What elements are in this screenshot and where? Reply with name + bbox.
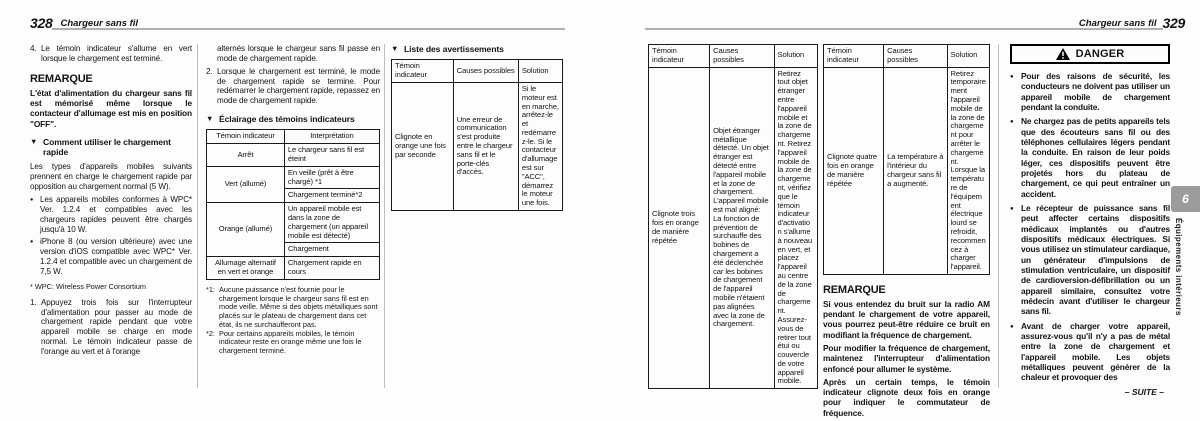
warning-table-three-blinks	[648, 44, 818, 389]
table-header: Solution	[947, 45, 989, 68]
interpretation-cell: Le chargeur sans fil est éteint	[284, 144, 379, 167]
table-header: Témoin indicateur	[824, 45, 884, 68]
bullet-item	[30, 195, 192, 234]
left-page-number: 328	[30, 15, 53, 31]
warning-table-four-blinks	[823, 44, 990, 275]
footnote-label: *1:	[206, 284, 215, 294]
table-row	[207, 144, 380, 167]
left-header-rule	[52, 19, 565, 30]
interpretation-cell: Chargement	[284, 243, 379, 257]
danger-bullet-text: Avant de charger votre appareil, assurez-vous qu'il n'y a pas de métal entre la zone de chargement et l'appareil mobile. Les objets métalliques peuvent générer de la chaleur et provoquer des	[1021, 320, 1170, 383]
chapter-label-container	[1174, 218, 1183, 348]
section-marker-icon: ▼	[30, 136, 38, 146]
left-page-header	[30, 15, 565, 30]
section-marker-icon: ▼	[391, 44, 399, 53]
danger-bullet-text: Le récepteur de puissance sans fil peut affecter certains dispositifs médicaux implantés ou d'autres dispositifs médicaux électriques. Si vous utilisez un stimulateur cardiaque, un générateur d'impulsions de stimulation ventriculaire, un dispositif de cardioversion-défibrillation ou un appareil similaire, consultez votre médecin avant d'utiliser le chargeur sans fil.	[1021, 202, 1170, 317]
section-title: Liste des avertissements	[404, 44, 504, 54]
warning-triangle-icon	[1056, 48, 1070, 60]
right-header-rule	[645, 19, 1163, 30]
right-page-number: 329	[1162, 15, 1185, 31]
table-footnote-2	[206, 330, 380, 356]
remarque-heading: REMARQUE	[30, 72, 93, 85]
indicator-lights-table	[206, 129, 380, 279]
section-title: Comment utiliser le chargement rapide	[43, 136, 171, 158]
item-text: Appuyez trois fois sur l'interrupteur d'alimentation pour passer au mode de chargement rapide pendant que votre appareil mobile se charge en mode normal. Le témoin indicateur passe de l'orange au vert et à l'orange	[41, 297, 192, 356]
right-column-1	[648, 44, 818, 389]
interpretation-cell: Un appareil mobile est dans la zone de chargement (un appareil mobile est détecté)	[284, 203, 379, 243]
right-running-title: Chargeur sans fil	[1078, 17, 1157, 29]
interpretation-cell: Chargement rapide en cours	[284, 257, 379, 280]
bullet-icon: ●	[30, 238, 34, 245]
table-header: Témoin indicateur	[207, 130, 285, 144]
left-running-title: Chargeur sans fil	[60, 17, 139, 29]
table-row	[824, 67, 990, 274]
indicator-cell: Clignote trois fois en orange de manière répétée	[649, 67, 710, 389]
table-header: Causes possibles	[453, 60, 518, 83]
danger-header	[1010, 44, 1170, 64]
cause-cell: Objet étranger métallique détecté. Un objet étranger est détecté entre l'appareil mobile et la zone de chargement. L'appareil mobile est mal aligné: La fonction de prévention de surchauffe des bobines de chargement a été déclenchée car les bobines de chargement de l'appareil mobile n'étaient pas alignées avec la zone de chargement.	[710, 67, 774, 389]
interpretation-cell: Chargement terminé*2	[284, 189, 379, 203]
footnote-text: Pour certains appareils mobiles, le témoin indicateur reste en orange même une fois le chargement terminé.	[219, 328, 362, 356]
item-text: Le témoin indicateur s'allume en vert lorsque le chargement est terminé.	[41, 44, 192, 63]
remarque-paragraph: Si vous entendez du bruit sur la radio AM pendant le chargement de votre appareil, vous pourrez peut-être réduire ce bruit en modifiant la fréquence de chargement.	[823, 298, 990, 340]
numbered-item-1	[30, 298, 192, 357]
footnote-label: *2:	[206, 328, 215, 338]
indicator-cell: Clignote en orange une fois par seconde	[392, 82, 454, 210]
left-column-3	[391, 44, 563, 211]
table-header: Interprétation	[284, 130, 379, 144]
cause-cell: La température à l'intérieur du chargeur sans fil a augmenté.	[884, 67, 947, 274]
numbered-item-2	[206, 67, 380, 106]
bullet-icon: ●	[1010, 74, 1014, 80]
item-number: 4.	[30, 44, 37, 53]
bullet-text: Les appareils mobiles conformes à WPC* Ver. 1.2.4 et compatibles avec les chargeurs rapides peuvent être chargés jusqu'à 10 W.	[40, 195, 192, 234]
section-heading-chargement-rapide	[30, 137, 192, 158]
danger-title: DANGER	[1075, 48, 1125, 60]
table-row	[649, 67, 818, 389]
wpc-footnote: * WPC: Wireless Power Consortium	[30, 281, 146, 291]
right-page-header	[645, 15, 1185, 30]
indicator-cell: Orange (allumé)	[207, 203, 285, 257]
footnote-text: Aucune puissance n'est fournie pour le chargement lorsque le chargeur sans fil est en mode veille. Même si des objets métalliques sont placés sur le plateau de chargement dans cet état, ils ne surchaufferont pas.	[219, 284, 378, 329]
right-column-2	[823, 44, 990, 421]
danger-bullet	[1010, 116, 1170, 199]
bullet-icon: ●	[30, 196, 34, 203]
solution-cell: Si le moteur est en marche, arrêtez-le et redémarrez-le. Si le contacteur d'allumage est sur "ACC", démarrez le moteur une fois.	[518, 82, 562, 210]
table-row	[207, 166, 380, 189]
intro-paragraph: Les types d'appareils mobiles suivants prennent en charge le chargement rapide par opposition au chargement normal (5 W).	[30, 162, 192, 192]
table-header: Causes possibles	[884, 45, 947, 68]
indicator-cell: Vert (allumé)	[207, 166, 285, 202]
interpretation-cell: En veille (prêt à être chargé) *1	[284, 166, 379, 189]
danger-bullet	[1010, 203, 1170, 317]
section-marker-icon: ▼	[206, 114, 214, 124]
solution-cell: Retirez temporairement l'appareil mobile de la zone de chargement pour arrêter le chargement. Lorsque la température de l'équipement électrique lourd se refroidit, recommencez à charger l'appareil.	[947, 67, 989, 274]
danger-bullet	[1010, 71, 1170, 112]
item-text: Lorsque le chargement est terminé, le mode de chargement rapide se termine. Pour redémarrer le chargement rapide, repassez en mode de chargement rapide.	[217, 66, 380, 106]
danger-sidebar	[1010, 44, 1170, 397]
table-row	[207, 257, 380, 280]
suite-continuation-label: – SUITE –	[1124, 386, 1164, 397]
bullet-item	[30, 237, 192, 276]
table-row	[392, 82, 563, 210]
indicator-cell: Allumage alternatif en vert et orange	[207, 257, 285, 280]
danger-bullet-text: Ne chargez pas de petits appareils tels que des écouteurs sans fil ou des téléphones cellulaires légers pendant la conduite. En raison de leur poids léger, ces dispositifs peuvent être projetés hors du plateau de chargement, ce qui peut entraîner un accident.	[1021, 116, 1170, 199]
table-footnote-1	[206, 286, 380, 330]
column-divider	[998, 44, 999, 388]
remarque-paragraph: Après un certain temps, le témoin indicateur clignote deux fois en orange pour indiquer le commutateur de fréquence.	[823, 376, 990, 418]
section-heading-avertissements	[391, 44, 563, 54]
chapter-label: Équipements intérieurs	[1174, 218, 1183, 316]
remarque-body: L'état d'alimentation du chargeur sans fil est mémorisé même lorsque le contacteur d'allumage est mis en position "OFF".	[30, 87, 192, 129]
chapter-tab-6: 6	[1171, 186, 1200, 212]
left-column-2	[206, 44, 380, 356]
section-heading-eclairage	[206, 114, 380, 124]
remarque-heading: REMARQUE	[823, 283, 886, 296]
table-header: Témoin indicateur	[392, 60, 454, 83]
column-divider	[384, 44, 385, 388]
cause-cell: Une erreur de communication s'est produite entre le chargeur sans fil et le porte-clés d'accès.	[453, 82, 518, 210]
danger-bullet	[1010, 321, 1170, 383]
left-column-1	[30, 44, 192, 360]
bullet-icon: ●	[1010, 205, 1014, 212]
table-row	[207, 203, 380, 243]
solution-cell: Retirez tout objet étranger entre l'appareil mobile et la zone de chargement. Retirez l'appareil mobile de la zone de chargement, vérifiez que le témoin indicateur d'activation s'allume à nouveau en vert, et placez l'appareil au centre de la zone de chargement. Assurez-vous de retirer tout étui ou couvercle de votre appareil mobile.	[774, 67, 817, 389]
continuation-paragraph: alternés lorsque le chargeur sans fil passe en mode de chargement rapide.	[217, 44, 380, 63]
indicator-cell: Arrêt	[207, 144, 285, 167]
danger-bullet-text: Pour des raisons de sécurité, les conducteurs ne doivent pas utiliser un appareil mobile de chargement pendant la conduite.	[1021, 71, 1170, 112]
warning-list-table	[391, 59, 563, 211]
section-title: Éclairage des témoins indicateurs	[219, 114, 355, 125]
item-number: 2.	[206, 66, 213, 76]
item-number: 1.	[30, 297, 37, 307]
table-header: Témoin indicateur	[649, 45, 710, 68]
indicator-cell: Clignote quatre fois en orange de manière répétée	[824, 67, 884, 274]
table-header: Solution	[518, 60, 562, 83]
table-header: Solution	[774, 45, 817, 68]
bullet-icon: ●	[1010, 323, 1014, 330]
numbered-item-4	[30, 44, 192, 64]
bullet-icon: ●	[1010, 119, 1014, 126]
table-header: Causes possibles	[710, 45, 774, 68]
bullet-text: iPhone 8 (ou version ultérieure) avec une version d'iOS compatible avec WPC* Ver. 1.2.4 et compatible avec un chargement de 7,5 W.	[40, 237, 192, 277]
column-divider	[197, 44, 198, 388]
remarque-paragraph: Pour modifier la fréquence de chargement, maintenez l'interrupteur d'alimentation enfoncé pour allumer le système.	[823, 343, 990, 374]
